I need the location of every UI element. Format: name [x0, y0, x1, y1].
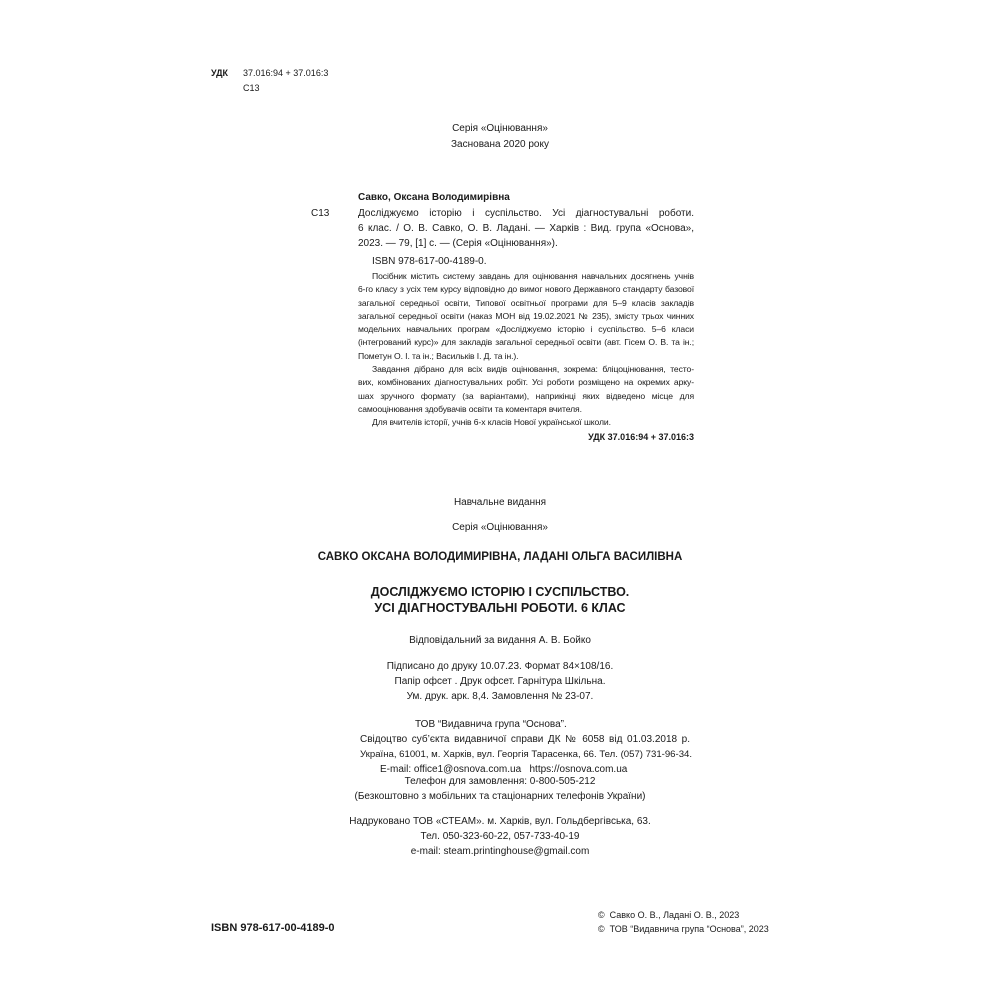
publisher-email[interactable]: E-mail: office1@osnova.com.ua — [380, 764, 522, 775]
annotation-line: вих, комбінованих діагностувальних робіт. Усі роботи розміщено на окремих арку- — [358, 377, 694, 388]
series-name: Серія «Оцінювання» — [452, 123, 548, 134]
authors-caps: САВКО ОКСАНА ВОЛОДИМИРІВНА, ЛАДАНІ ОЛЬГА ВАСИЛІВНА — [317, 551, 683, 563]
printer-line: Надруковано ТОВ «СТЕАМ». м. Харків, вул. Гольдбергівська, 63. — [349, 816, 651, 827]
edition-type: Навчальне видання — [453, 497, 547, 508]
bib-cipher: С13 — [311, 208, 330, 219]
copyright-2 — [598, 924, 769, 934]
order-phone: Телефон для замовлення: 0-800-505-212 — [404, 776, 596, 787]
copyright-symbol: © — [598, 910, 605, 920]
order-phone-note: (Безкоштовно з мобільних та стаціонарних телефонів України) — [354, 791, 646, 802]
annotation-line: модельних навчальних програм «Досліджуємо історію і суспільство. 5–6 класи — [358, 324, 694, 335]
bib-desc-line: 6 клас. / О. В. Савко, О. В. Ладані. — Харків : Вид. група «Основа», — [358, 223, 694, 234]
annotation-line: шах зручного формату (за варіантами), наприкінці яких відведено місце для — [358, 390, 694, 401]
print-info — [300, 659, 700, 704]
copyright-text: ТОВ “Видавнича група “Основа”, 2023 — [609, 924, 769, 934]
annotation-line: самооцінювання здобувачів освіти та коментаря вчителя. — [358, 403, 582, 414]
bib-description — [358, 206, 694, 251]
publisher — [360, 717, 693, 777]
publisher-name: ТОВ “Видавнича група “Основа”. — [415, 719, 567, 730]
printer-email[interactable]: e-mail: steam.printinghouse@gmail.com — [410, 846, 590, 857]
title-line-1: ДОСЛІДЖУЄМО ІСТОРІЮ І СУСПІЛЬСТВО. — [370, 585, 630, 599]
print-info-line: Ум. друк. арк. 8,4. Замовлення № 23-07. — [406, 691, 594, 702]
print-info-line: Папір офсет . Друк офсет. Гарнітура Шкільна. — [394, 676, 606, 687]
bib-annotation — [358, 270, 694, 430]
publisher-address: Україна, 61001, м. Харків, вул. Георгія Тарасенка, 66. Тел. (057) 731-96-34. — [360, 749, 693, 760]
udk-label: УДК — [211, 68, 229, 78]
annotation-line: 6-го класу з усіх тем курсу відповідно до вимог нового Державного стандарту базової — [358, 284, 694, 295]
annotation-line: Посібник містить систему завдань для оцінювання навчальних досягнень учнів — [372, 271, 694, 281]
annotation-line: Пометун О. І. та ін.; Васильків І. Д. та ін.). — [358, 350, 519, 361]
printer-line: Тел. 050-323-60-22, 057-733-40-19 — [420, 831, 580, 842]
print-info-line: Підписано до друку 10.07.23. Формат 84×108/16. — [386, 661, 614, 672]
annotation-line: Для вчителів історії, учнів 6-х класів Нової української школи. — [372, 417, 611, 428]
responsible: Відповідальний за видання А. В. Бойко — [409, 635, 591, 646]
bib-isbn: ISBN 978-617-00-4189-0. — [372, 256, 487, 267]
copyright-1 — [598, 910, 739, 920]
publisher-cert: Свідоцтво суб’єкта видавничої справи ДК № 6058 від 01.03.2018 р. — [360, 734, 690, 745]
udk-cipher: С13 — [243, 83, 260, 93]
annotation-line: загальної середньої освіти (наказ МОН від 19.02.2021 № 235), змісту трьох чинних — [358, 310, 694, 321]
bib-udk-right: УДК 37.016:94 + 37.016:3 — [588, 432, 694, 442]
series-founded: Заснована 2020 року — [451, 139, 549, 150]
printer — [300, 814, 700, 859]
bib-author: Савко, Оксана Володимирівна — [358, 192, 510, 203]
copyright-symbol: © — [598, 924, 605, 934]
bib-desc-line: Досліджуємо історію і суспільство. Усі діагностувальні роботи. — [358, 208, 694, 219]
udk-value: 37.016:94 + 37.016:3 — [243, 68, 329, 78]
footer-isbn: ISBN 978-617-00-4189-0 — [211, 922, 335, 934]
publisher-site[interactable]: https://osnova.com.ua — [529, 764, 628, 775]
edition-series: Серія «Оцінювання» — [452, 522, 548, 533]
title-line-2: УСІ ДІАГНОСТУВАЛЬНІ РОБОТИ. 6 КЛАС — [374, 601, 626, 615]
copyright-text: Савко О. В., Ладані О. В., 2023 — [609, 910, 740, 920]
annotation-line: загальної середньої освіти, Типової освітньої програми для 5–9 класів закладів — [358, 297, 694, 308]
bib-desc-line: 2023. — 79, [1] с. — (Серія «Оцінювання»). — [358, 238, 558, 249]
annotation-line: Завдання дібрано для всіх видів оцінювання, зокрема: бліцоцінювання, тесто- — [372, 364, 694, 375]
annotation-line: (інтегрований курс)» для закладів загальної середньої освіти (авт. Гісем О. В. та ін.; — [358, 337, 694, 348]
